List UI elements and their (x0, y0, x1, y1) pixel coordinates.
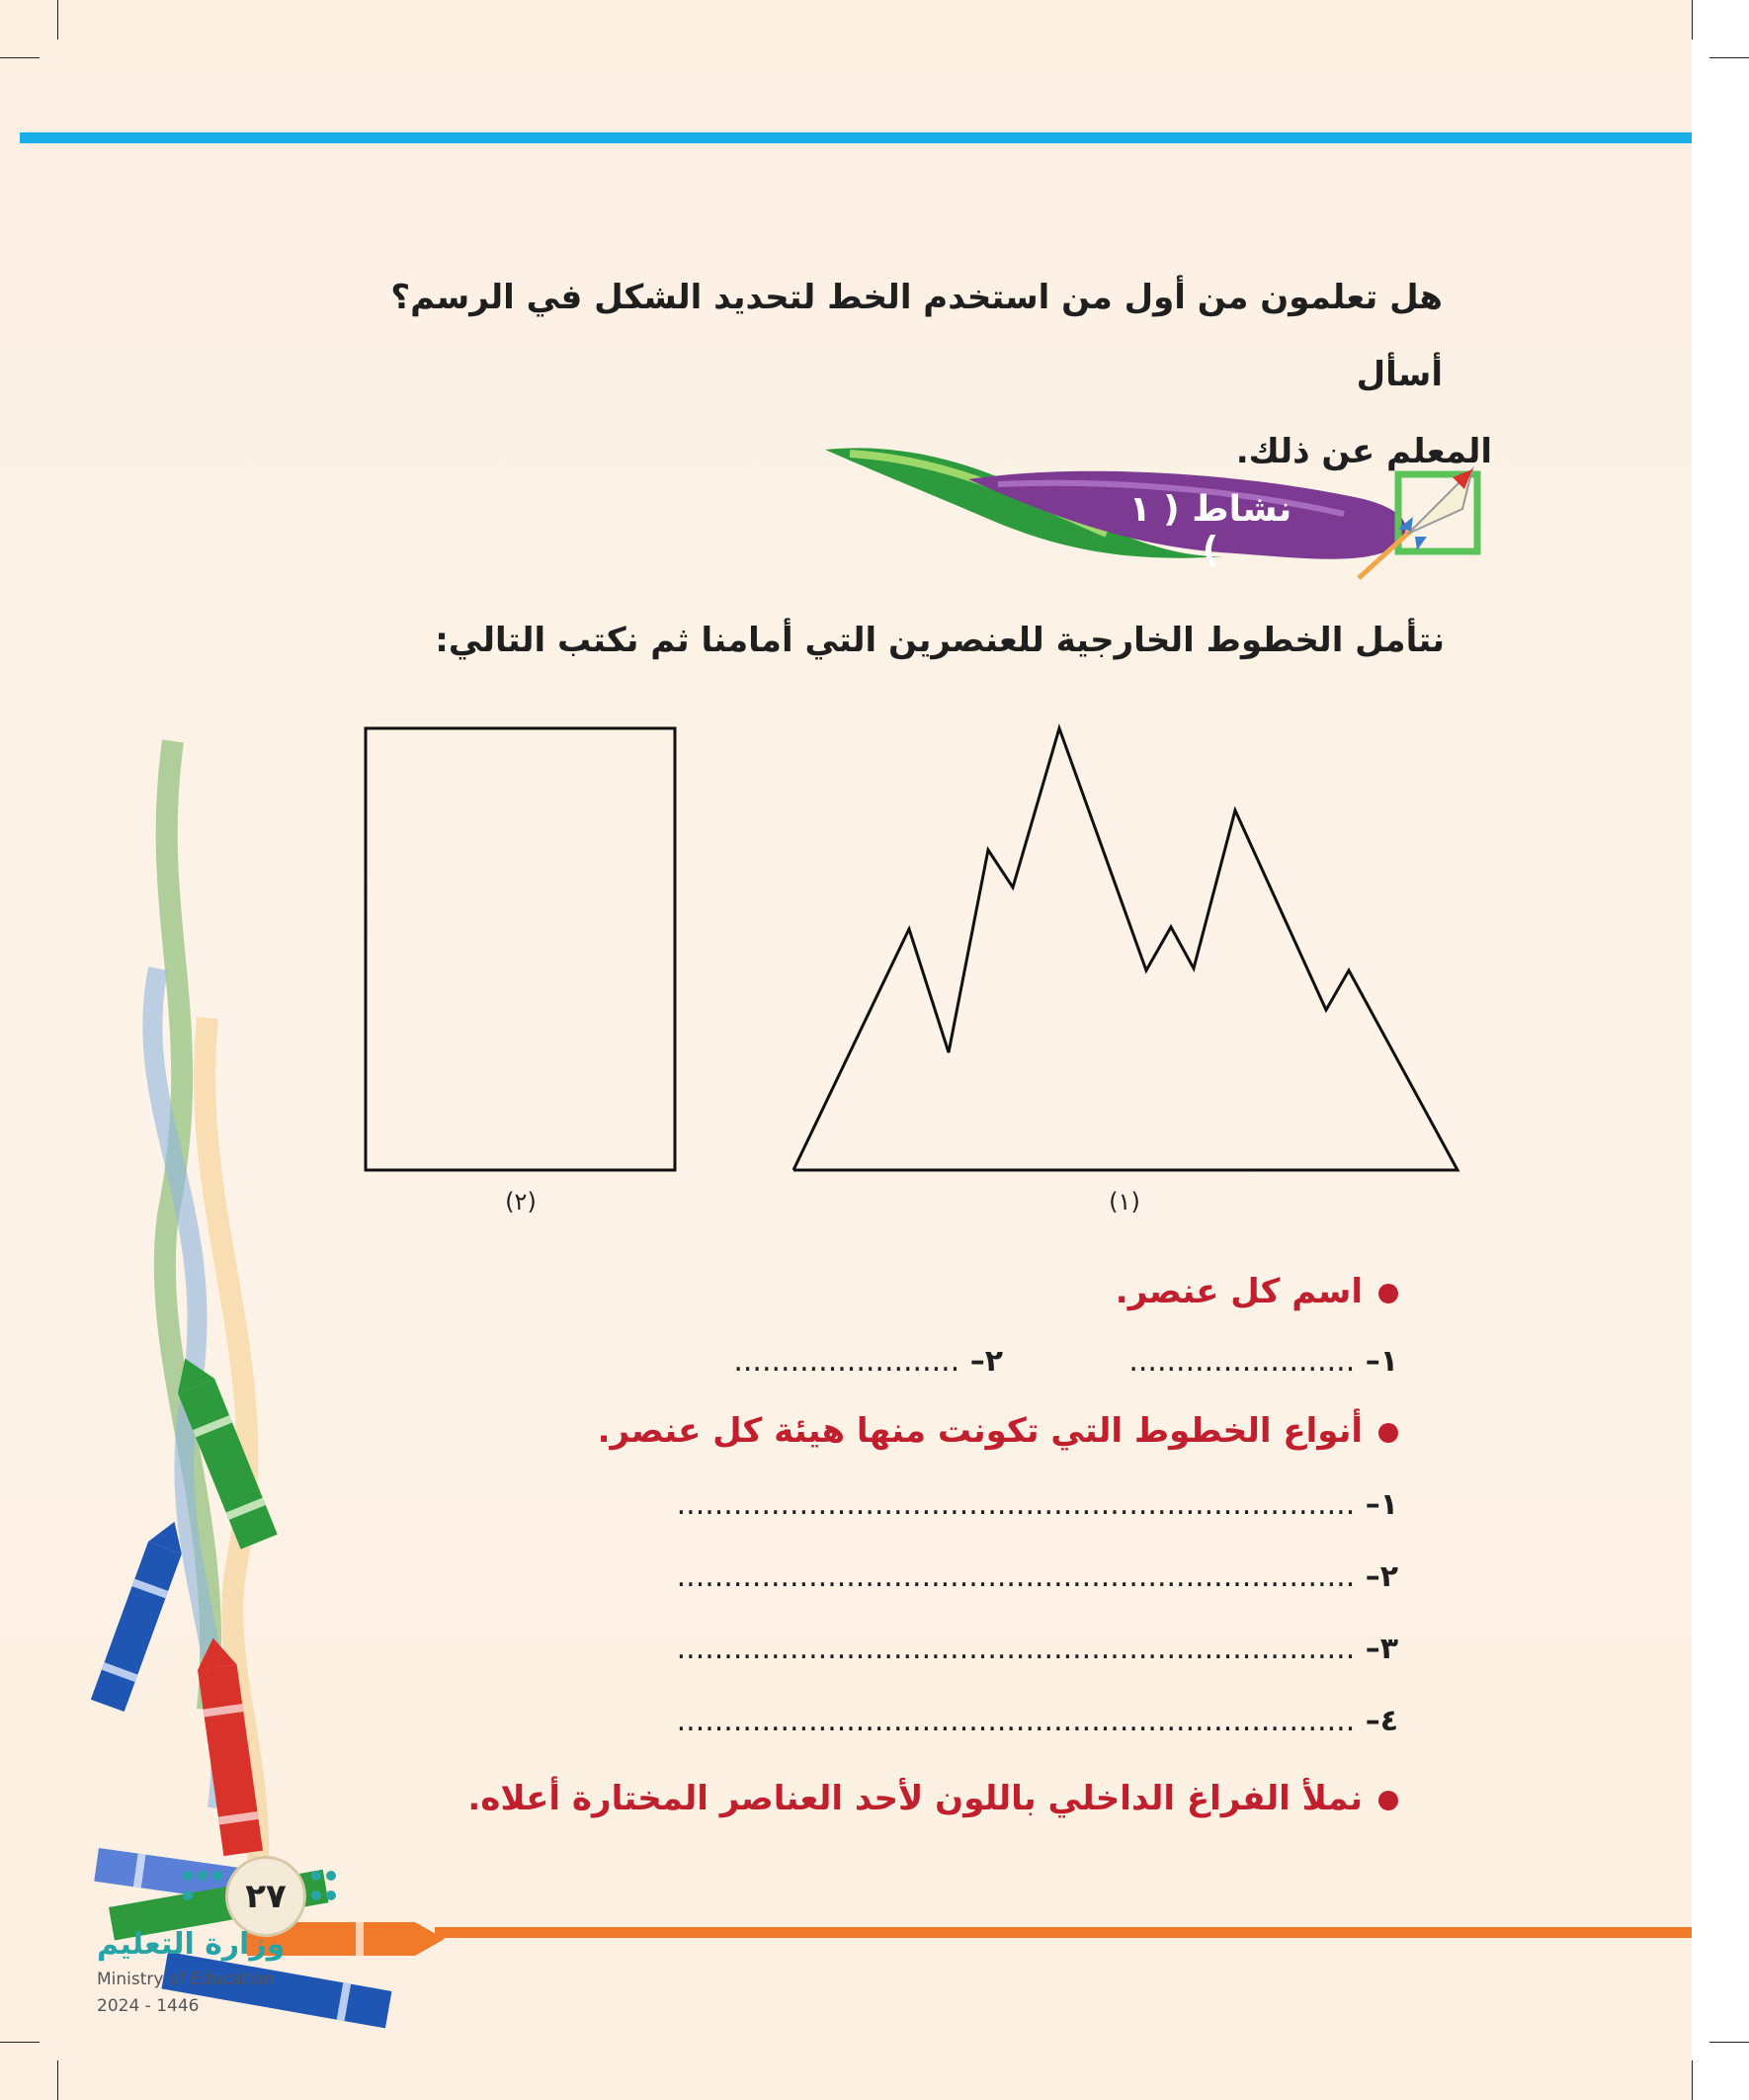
crop-mark (0, 57, 40, 58)
mountain-shape (793, 728, 1458, 1170)
bottom-accent-bar (435, 1927, 1692, 1938)
item-number: ٤– (1365, 1704, 1398, 1738)
bullet-icon (1378, 1791, 1398, 1810)
bullet-icon (1378, 1284, 1398, 1303)
q1-answer-2 (733, 1344, 1003, 1379)
crop-mark (1709, 2042, 1749, 2043)
item-number: ١– (1365, 1344, 1398, 1379)
answer-blank[interactable]: ........................................................................ (676, 1559, 1356, 1594)
activity-title: نشاط ( ١ ) (1128, 489, 1292, 570)
page-number: ٢٧ (225, 1856, 306, 1937)
question-2 (598, 1411, 1398, 1451)
page-margin (1692, 0, 1749, 2100)
question-1 (1116, 1272, 1398, 1311)
answer-blank[interactable]: ........................................................................ (676, 1632, 1356, 1666)
crop-mark (0, 2042, 40, 2043)
question-2-text: أنواع الخطوط التي تكونت منها هيئة كل عنصر. (597, 1411, 1363, 1451)
item-number: ٢– (969, 1344, 1003, 1379)
crop-mark (57, 0, 58, 40)
q2-answer-1 (677, 1487, 1398, 1522)
answer-blank[interactable]: ........................ (1128, 1344, 1356, 1379)
activity-instruction: نتأمل الخطوط الخارجية للعنصرين التي أمامنا ثم نكتب التالي: (435, 621, 1445, 660)
edition-year: 2024 - 1446 (97, 1996, 200, 2016)
rocket-icon (1354, 460, 1497, 583)
ministry-name-en: Ministry of Education (97, 1970, 275, 1989)
bullet-icon (1378, 1423, 1398, 1443)
intro-line-2: المعلم عن ذلك. (1235, 432, 1492, 471)
answer-blank[interactable]: ........................................................................ (676, 1487, 1356, 1522)
q2-answer-2 (677, 1559, 1398, 1594)
item-number: ١– (1365, 1487, 1398, 1522)
answer-blank[interactable]: ........................................................................ (676, 1704, 1356, 1738)
shapes-figure (356, 712, 1472, 1225)
answer-blank[interactable]: ........................ (733, 1344, 960, 1379)
item-number: ٣– (1365, 1632, 1398, 1666)
mountain-label: (١) (1109, 1188, 1140, 1216)
rectangle-label: (٢) (505, 1188, 537, 1216)
crop-mark (57, 2060, 58, 2100)
question-3 (467, 1779, 1398, 1818)
item-number: ٢– (1365, 1559, 1398, 1594)
crop-mark (1692, 2060, 1693, 2100)
question-1-text: اسم كل عنصر. (1115, 1272, 1363, 1311)
ministry-name-ar: وزارة التعليم (97, 1927, 286, 1962)
top-accent-bar (20, 132, 1692, 143)
crayons-illustration (89, 721, 464, 2036)
q1-answer-1 (1128, 1344, 1398, 1379)
question-3-text: نملأ الفراغ الداخلي باللون لأحد العناصر المختارة أعلاه. (467, 1779, 1363, 1818)
intro-line-1: هل تعلمون من أول من استخدم الخط لتحديد الشكل في الرسم؟ أسأل (390, 278, 1443, 394)
crop-mark (1709, 57, 1749, 58)
crop-mark (1692, 0, 1693, 40)
q2-answer-4 (677, 1704, 1398, 1738)
q2-answer-3 (677, 1632, 1398, 1666)
